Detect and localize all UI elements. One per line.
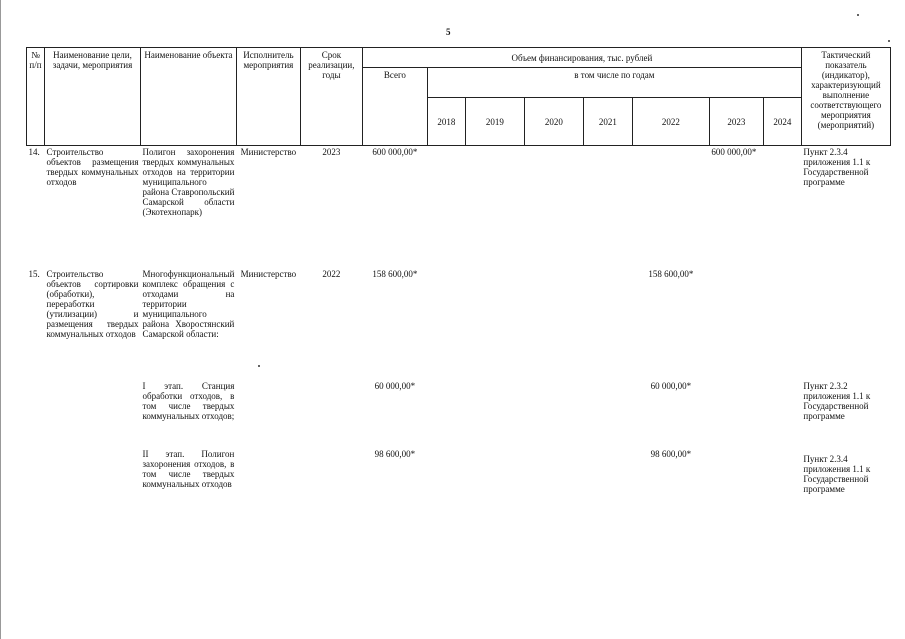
row-name: Строительство объектов размещения твердых коммунальных отходов	[46, 147, 139, 187]
row-2022: 98 600,00*	[650, 448, 692, 459]
col-name-header: Наименование цели, задачи, мероприятия	[45, 48, 141, 146]
financing-table	[26, 47, 891, 528]
col-financing-header: Объем финансирования, тыс. рублей	[362, 48, 801, 68]
row-indicator: Пункт 2.3.4 приложения 1.1 к Государственной программе	[803, 147, 871, 187]
col-year-header: 2018	[427, 98, 465, 146]
row-executor: Министерство	[240, 268, 297, 279]
scan-speck	[888, 40, 890, 42]
row-total: 158 600,00*	[372, 268, 418, 279]
row-2023: 600 000,00*	[711, 147, 757, 157]
row-name: Строительство объектов сортировки (обработки), переработки (утилизации) и размещения твердых коммунальных отходов	[46, 268, 139, 339]
scan-speck	[857, 14, 859, 16]
row-2023	[709, 448, 801, 528]
row-2023	[709, 268, 801, 380]
row-num	[27, 448, 45, 528]
table-row	[27, 268, 891, 380]
row-object: I этап. Станция обработки отходов, в том числе твердых коммунальных отходов;	[142, 380, 235, 421]
row-term	[300, 448, 362, 528]
row-2022: 158 600,00*	[648, 268, 694, 279]
row-name	[45, 380, 141, 448]
table-header	[27, 48, 891, 146]
row-term: 2022	[322, 268, 341, 279]
row-num	[27, 380, 45, 448]
col-object-header: Наименование объекта	[141, 48, 237, 146]
row-executor	[236, 380, 300, 448]
row-total: 98 600,00*	[374, 448, 416, 459]
col-num-header: № п/п	[27, 48, 45, 146]
row-indicator	[801, 268, 890, 380]
scan-left-edge	[0, 0, 1, 639]
row-2023	[709, 380, 801, 448]
col-year-header: 2020	[524, 98, 583, 146]
col-total-header: Всего	[362, 68, 427, 146]
col-year-header: 2023	[709, 98, 763, 146]
row-name	[45, 448, 141, 528]
col-term-header: Срок реализации, годы	[300, 48, 362, 146]
col-year-header: 2019	[465, 98, 524, 146]
row-2022: 60 000,00*	[650, 380, 692, 391]
col-year-header: 2024	[763, 98, 801, 146]
row-object: Многофункциональный комплекс обращения с отходами на территории муниципального района Хворостянский Самарской области:	[142, 268, 235, 339]
row-term	[300, 380, 362, 448]
row-term: 2023	[322, 147, 341, 157]
row-object: II этап. Полигон захоронения отходов, в том числе твердых коммунальных отходов	[142, 448, 235, 489]
row-indicator: Пункт 2.3.2 приложения 1.1 к Государственной программе	[803, 380, 871, 421]
col-executor-header: Исполнитель мероприятия	[236, 48, 300, 146]
row-indicator: Пункт 2.3.4 приложения 1.1 к Государственной программе	[803, 453, 871, 494]
row-object: Полигон захоронения твердых коммунальных отходов на территории муниципального района Ставропольский Самарской области (Экотехнопарк)	[142, 147, 235, 217]
row-total: 600 000,00*	[372, 147, 418, 157]
page-number: 5	[446, 27, 451, 37]
col-by-years-header: в том числе по годам	[427, 68, 801, 98]
row-num: 15.	[28, 268, 40, 279]
table-row	[27, 146, 891, 268]
col-indicator-header: Тактический показатель (индикатор), характеризующий выполнение соответствующего мероприятия (мероприятий)	[801, 48, 890, 146]
table-row	[27, 448, 891, 528]
row-2022	[632, 146, 709, 268]
row-executor: Министерство	[240, 147, 297, 157]
row-num: 14.	[28, 147, 40, 157]
col-year-header: 2021	[583, 98, 632, 146]
row-total: 60 000,00*	[374, 380, 416, 391]
table-row	[27, 380, 891, 448]
col-year-header: 2022	[632, 98, 709, 146]
row-executor	[236, 448, 300, 528]
